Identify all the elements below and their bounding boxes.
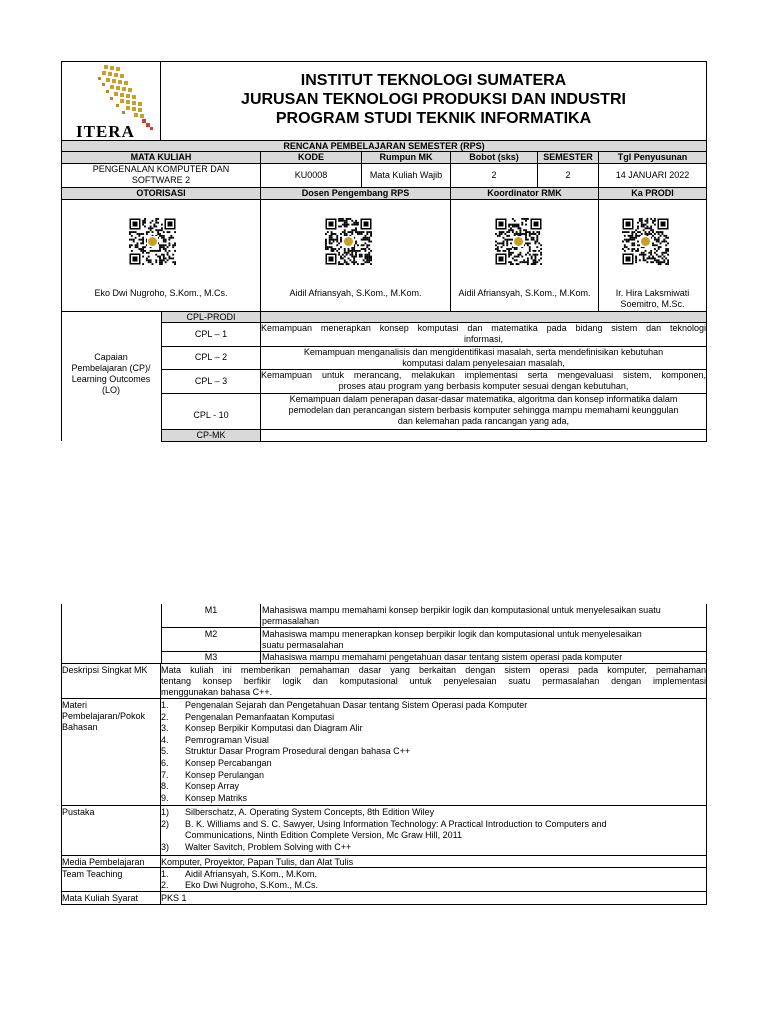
itera-logo xyxy=(64,63,158,141)
cpl-desc-line: Kemampuan dalam penerapan dasar-dasar matematika, algoritma dan konsep informatika dalam xyxy=(289,394,678,404)
cpl-code: CPL – 1 xyxy=(194,329,228,339)
cpl-desc-line: komputasi dalam penyelesaian masalah, xyxy=(402,358,565,368)
deskripsi-line: Mata kuliah ini memberikan pemahaman dasar yang berkaitan dengan sistem operasi pada komputer, pemahaman xyxy=(161,665,706,675)
course-name-line2: SOFTWARE 2 xyxy=(131,175,191,185)
list-item: 2. Eko Dwi Nugroho, S.Kom., M.Cs. xyxy=(161,880,319,890)
signature-qr-code xyxy=(622,218,669,265)
itera-logo-text: ITERA xyxy=(76,122,135,141)
department-name: JURUSAN TEKNOLOGI PRODUKSI DAN INDUSTRI xyxy=(241,91,626,108)
materi-label xyxy=(62,700,160,733)
pustaka-list xyxy=(161,807,706,855)
program-name: PROGRAM STUDI TEKNIK INFORMATIKA xyxy=(275,110,592,127)
course-bobot: 2 xyxy=(491,170,497,180)
signatory-head-line2: Soemitro, M.Sc. xyxy=(620,299,685,309)
mk-syarat-value: PKS 1 xyxy=(161,893,187,903)
list-item: 1. Pengenalan Sejarah dan Pengetahuan Dasar tentang Sistem Operasi pada Komputer xyxy=(161,700,528,710)
list-item: 8. Konsep Array xyxy=(161,781,240,792)
cpl-desc-line: dan kelemahan pada rancangan yang ada, xyxy=(397,416,570,426)
cpl-desc-line: proses atau program yang berbasis komputer sesuai dengan kebutuhan, xyxy=(338,381,629,391)
list-item: 5. Struktur Dasar Program Prosedural dengan bahasa C++ xyxy=(161,746,411,757)
signatory-developer: Aidil Afriansyah, S.Kom., M.Kom. xyxy=(289,288,422,298)
signatory-head-line1: Ir. Hira Laksmiwati xyxy=(615,288,690,298)
cpl-desc-line: Kemampuan menganalisis dan mengidentifikasi masalah, serta mendefinisikan kebutuhan xyxy=(303,347,664,357)
cp-mk-label: CP-MK xyxy=(162,430,260,441)
cpl-prodi-desc-empty xyxy=(261,312,706,322)
header-kode: KODE xyxy=(261,152,361,163)
list-item: 3) Walter Savitch, Problem Solving with C++ xyxy=(161,841,352,852)
deskripsi-text xyxy=(161,665,706,698)
list-item: 3. Konsep Berpikir Komputasi dan Diagram Alir xyxy=(161,723,363,734)
cpmk-code: M2 xyxy=(204,629,218,639)
course-tgl: 14 JANUARI 2022 xyxy=(615,170,690,180)
header-tgl-penyusunan: Tgl Penyusunan xyxy=(599,152,706,163)
materi-label-line: Bahasan xyxy=(62,722,98,732)
cpl-desc-line: Kemampuan menerapkan konsep komputasi dan matematika pada bidang sistem dan teknologi xyxy=(261,323,706,333)
header-bobot: Bobot (sks) xyxy=(451,152,537,163)
deskripsi-line: menggunakan bahasa C++. xyxy=(161,687,273,697)
course-name xyxy=(62,164,260,187)
list-item: 1) Silberschatz, A. Operating System Concepts, 8th Edition Wiley xyxy=(161,807,435,817)
header-mata-kuliah: MATA KULIAH xyxy=(62,152,260,163)
media-value: Komputer, Proyektor, Papan Tulis, dan Alat Tulis xyxy=(161,857,354,867)
course-name-line1: PENGENALAN KOMPUTER DAN xyxy=(92,164,230,174)
team-teaching-list xyxy=(161,869,706,891)
team-teaching-label: Team Teaching xyxy=(62,869,123,879)
institution-name: INSTITUT TEKNOLOGI SUMATERA xyxy=(300,72,567,89)
dosen-pengembang-label: Dosen Pengembang RPS xyxy=(261,188,450,199)
cpl-description xyxy=(261,347,706,369)
course-kode: KU0008 xyxy=(294,170,328,180)
materi-label-line: Materi xyxy=(62,700,88,710)
cpl-code: CPL – 3 xyxy=(194,376,228,386)
institution-title xyxy=(161,71,706,128)
course-semester: 2 xyxy=(565,170,571,180)
list-item: Communications, Ninth Edition Complete Version, Mc Graw Hill, 2011 xyxy=(185,830,462,841)
cpmk-description xyxy=(261,605,706,627)
mk-syarat-label: Mata Kuliah Syarat xyxy=(62,893,139,903)
signatory-head xyxy=(599,288,706,310)
materi-label-line: Pembelajaran/Pokok xyxy=(62,711,146,721)
signature-qr-code xyxy=(495,218,542,265)
cpl-desc-line: informasi, xyxy=(463,334,503,344)
cpmk-code: M1 xyxy=(204,605,218,615)
capaian-label-line2: Pembelajaran (CP)/ xyxy=(71,363,151,373)
cpmk-description xyxy=(261,629,706,651)
cpmk-code: M3 xyxy=(204,652,218,662)
pustaka-label: Pustaka xyxy=(62,807,95,817)
ka-prodi-label: Ka PRODI xyxy=(599,188,706,199)
rps-title: RENCANA PEMBELAJARAN SEMESTER (RPS) xyxy=(62,141,706,151)
deskripsi-label: Deskripsi Singkat MK xyxy=(62,665,148,675)
cpl-code: CPL – 2 xyxy=(194,352,228,362)
signature-qr-code xyxy=(129,218,176,265)
capaian-label-line3: Learning Outcomes xyxy=(71,374,151,384)
cpl-prodi-label: CPL-PRODI xyxy=(162,312,260,322)
cpl-description xyxy=(261,394,706,428)
list-item: 2) B. K. Williams and S. C. Sawyer, Using Information Technology: A Practical Introduction to Computers and xyxy=(161,818,607,829)
cpmk-desc-line: Mahasiswa mampu menerapkan konsep berpikir logik dan komputasional untuk menyelesaikan xyxy=(262,629,642,639)
list-item: 9. Konsep Matriks xyxy=(161,792,248,803)
cpmk-desc-line: permasalahan xyxy=(262,616,320,626)
list-item: 7. Konsep Perulangan xyxy=(161,769,265,780)
deskripsi-line: tentang konsep berfikir logik dan komputasional untuk penyelesaian suatu permasalahan dengan implementasi xyxy=(161,676,706,686)
cpl-desc-line: pemodelan dan perancangan sistem berbasis komputer sehingga mampu memahami keunggulan xyxy=(288,405,679,415)
capaian-label xyxy=(62,352,160,398)
list-item: 6. Konsep Percabangan xyxy=(161,757,272,768)
capaian-label-line4: (LO) xyxy=(102,385,120,395)
list-item: 4. Pemrograman Visual xyxy=(161,734,269,745)
list-item: 1. Aidil Afriansyah, S.Kom., M.Kom. xyxy=(161,869,318,879)
signatory-coordinator: Aidil Afriansyah, S.Kom., M.Kom. xyxy=(458,288,591,298)
materi-list xyxy=(161,700,706,804)
koordinator-rmk-label: Koordinator RMK xyxy=(451,188,598,199)
cpl-description xyxy=(261,370,706,392)
cpl-desc-line: Kemampuan untuk merancang, melakukan implementasi serta mengevaluasi sistem, komponen, xyxy=(261,370,706,380)
otorisasi-label: OTORISASI xyxy=(62,188,260,199)
cpmk-desc-line: suatu permasalahan xyxy=(262,640,344,650)
cpmk-desc-line: Mahasiswa mampu memahami konsep berpikir logik dan komputasional untuk menyelesaikan suatu xyxy=(262,605,661,615)
signature-qr-code xyxy=(325,218,372,265)
header-semester: SEMESTER xyxy=(538,152,598,163)
cpl-description xyxy=(261,323,706,345)
header-rumpun: Rumpun MK xyxy=(362,152,450,163)
course-rumpun: Mata Kuliah Wajib xyxy=(369,170,443,180)
capaian-label-line1: Capaian xyxy=(94,352,128,362)
list-item: 2. Pengenalan Pemanfaatan Komputasi xyxy=(161,711,335,722)
signatory-lecturer: Eko Dwi Nugroho, S.Kom., M.Cs. xyxy=(94,288,228,298)
cpmk-description: Mahasiswa mampu memahami pengetahuan dasar tentang sistem operasi pada komputer xyxy=(262,652,623,662)
cpl-code: CPL - 10 xyxy=(193,410,229,420)
media-label: Media Pembelajaran xyxy=(62,857,145,867)
